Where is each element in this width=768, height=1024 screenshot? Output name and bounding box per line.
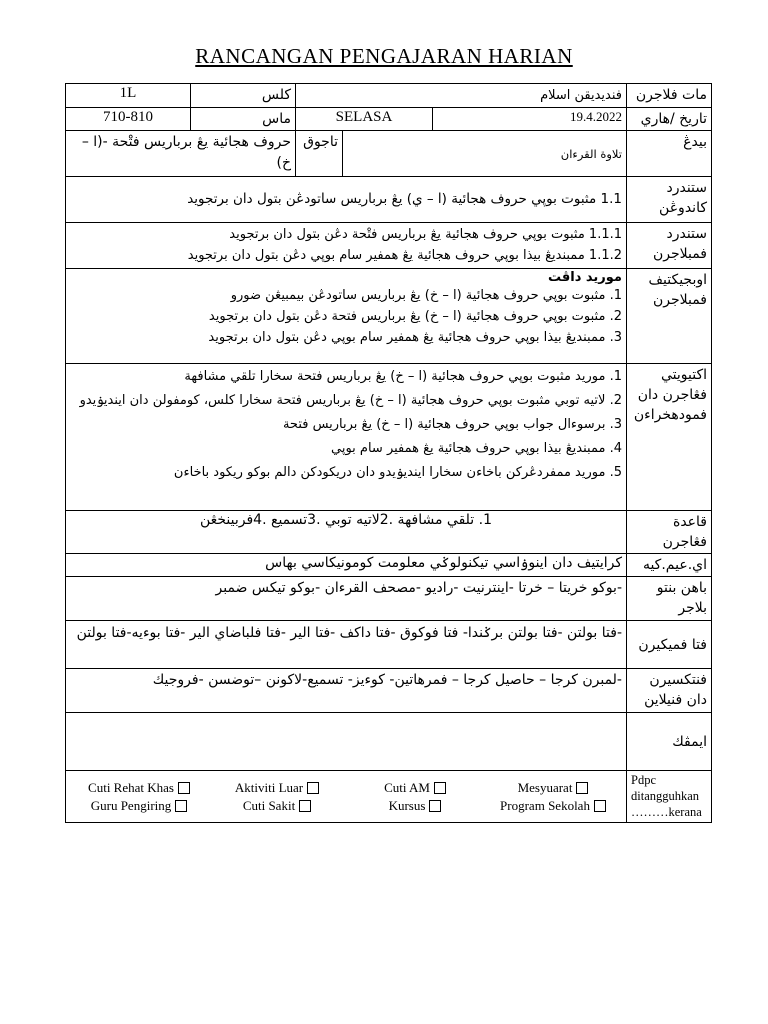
checkbox-box-icon[interactable] [307, 782, 319, 794]
subject-label: مات فلاجرن [627, 84, 712, 108]
time-value: 710-810 [66, 108, 191, 131]
checkbox-aktiviti-luar[interactable] [208, 780, 346, 796]
learning-standard-item: 1.1.2 ممبنديڠ بيذا بوڽي حروف هجائية يڠ همفير سام بوڽي دڠن بتول دان برتجويد [187, 248, 622, 263]
assessment-label: فنتكسيرن دان فنيلاين [627, 669, 712, 713]
activity-item: 4. ممبنديڠ بيذا بوڽي حروف هجائية يڠ همفير سام بوڽي [330, 441, 622, 456]
materials-value: -بوكو خريتا – خرتا -اينترنيت -راديو -مصحف القرءان -بوكو تيكس ضمبر [66, 577, 627, 621]
objectives-list [66, 269, 627, 364]
checkbox-box-icon[interactable] [576, 782, 588, 794]
content-standard-label: ستندرد كاندوڠن [627, 177, 712, 223]
checkbox-label: Aktiviti Luar [234, 779, 304, 795]
postponed-options [66, 771, 627, 823]
checkbox-box-icon[interactable] [594, 800, 606, 812]
day-label: تاريخ /هاري [627, 108, 712, 131]
activity-item: 5. موريد ممفردڠركن باخاءن سخارا اينديۏيدو دان دريكودكن دالم بوكو ريكود باخاءن [173, 465, 622, 480]
checkbox-box-icon[interactable] [299, 800, 311, 812]
checkbox-label: Mesyuarat [517, 779, 573, 795]
checkbox-box-icon[interactable] [434, 782, 446, 794]
postponed-note-line: Pdpc [631, 773, 656, 787]
assessment-value: -لمبرن كرجا – حاصيل كرجا – فمرهاتين- كوءيز- تسميع-لاكونن –توضسن -فروجيك [66, 669, 627, 713]
objective-item: 3. ممبنديڠ بيذا بوڽي حروف هجائية يڠ همفير سام بوڽي دڠن بتول دان برتجويد [208, 330, 622, 345]
activity-item: 3. برسوءال جواب بوڽي حروف هجائية (ا – خ) يڠ برباريس فتحة [282, 417, 622, 432]
learning-standard-item: 1.1.1 مثبوت بوڽي حروف هجائية يڠ برباريس فتْحة دڠن بتول دان برتجويد [229, 227, 622, 242]
eme-label: اي.عيم.كيه [627, 554, 712, 577]
checkbox-label: Kursus [388, 797, 426, 813]
objectives-heading: موريد داڤت [547, 270, 622, 285]
checkbox-label: Cuti AM [384, 779, 430, 795]
activities-list [66, 364, 627, 511]
objective-item: 1. مثبوت بوڽي حروف هجائية (ا – خ) يڠ برباريس ساتودڠن بيمبيڠن ضورو [230, 288, 622, 303]
checkbox-cuti-am[interactable] [346, 780, 484, 796]
checkbox-cuti-sakit[interactable] [208, 798, 346, 814]
checkbox-label: Program Sekolah [500, 797, 590, 813]
content-standard-value: 1.1 مثبوت بوڽي حروف هجائية (ا – ي) يڠ برباريس ساتودڠن بتول دان برتجويد [66, 177, 627, 223]
checkbox-label: Cuti Sakit [242, 797, 296, 813]
activity-item: 2. لاتيه توبي مثبوت بوڽي حروف هجائية (ا – خ) يڠ برباريس فتحة سخارا كلس، كومفولن دان اينديۏيدو [79, 393, 622, 408]
checkbox-label: Cuti Rehat Khas [88, 779, 174, 795]
objective-item: 2. مثبوت بوڽي حروف هجائية (ا – خ) يڠ برباريس فتحة دڠن بتول دان برتجويد [208, 309, 622, 324]
field-value: تلاوة القرءان [343, 131, 627, 177]
method-value: 1. تلقي مشافهة .2لاتيه توبي .3تسميع .4فربينخڠن [66, 511, 627, 554]
checkbox-guru-pengiring[interactable] [70, 798, 208, 814]
eme-value: كرايتيف دان اينوۏاسي تيكنولوݢي معلومت كومونيكاسي بهاس [66, 554, 627, 577]
topic-value: حروف هجائية يڠ برباريس فتْحة -(ا – خ) [66, 131, 296, 177]
checkbox-program-sekolah[interactable] [484, 798, 622, 814]
checkbox-kursus[interactable] [346, 798, 484, 814]
checkbox-mesyuarat[interactable] [484, 780, 622, 796]
thinking-map-label: فتا فميكيرن [627, 621, 712, 669]
activities-label: اكتيويتي فڠاجرن دان فمودهخراءن [627, 364, 712, 511]
class-label: كلس [191, 84, 296, 108]
learning-standard-label: ستندرد فمبلاجرن [627, 223, 712, 269]
checkbox-box-icon[interactable] [178, 782, 190, 794]
topic-label: تاجوق [296, 131, 343, 177]
field-label: بيدڠ [627, 131, 712, 177]
checkbox-box-icon[interactable] [175, 800, 187, 812]
postponed-note-line: ditangguhkan [631, 789, 700, 803]
materials-label: باهن بنتو بلاجر [627, 577, 712, 621]
checkbox-cuti-rehat-khas[interactable] [70, 780, 208, 796]
postponed-note [627, 771, 712, 823]
reflection-label: ايمڤك [627, 713, 712, 771]
checkbox-box-icon[interactable] [429, 800, 441, 812]
subject-value: فنديديقن اسلام [296, 84, 627, 108]
date-value: 19.4.2022 [433, 108, 627, 131]
reflection-value[interactable] [66, 713, 627, 771]
checkbox-label: Guru Pengiring [90, 797, 172, 813]
lesson-plan-table [65, 83, 712, 823]
postponed-note-line: ………kerana [631, 805, 702, 819]
page-title: RANCANGAN PENGAJARAN HARIAN [195, 44, 573, 68]
method-label: قاعدة فڠاجرن [627, 511, 712, 554]
day-value: SELASA [296, 108, 433, 131]
time-label: ماس [191, 108, 296, 131]
activity-item: 1. موريد مثبوت بوڽي حروف هجائية (ا – خ) يڠ برباريس فتحة سخارا تلقي مشافهة [184, 369, 622, 384]
class-value: 1L [66, 84, 191, 108]
learning-standard-list [66, 223, 627, 269]
objectives-label: اوبجيكتيف فمبلاجرن [627, 269, 712, 364]
thinking-map-value: -فتا بولتن -فتا بولتن برݢندا- فتا فوكوق -فتا داكف -فتا الير -فتا فلباضاي الير -فتا بوءيه-فتا بولتن [66, 621, 627, 669]
